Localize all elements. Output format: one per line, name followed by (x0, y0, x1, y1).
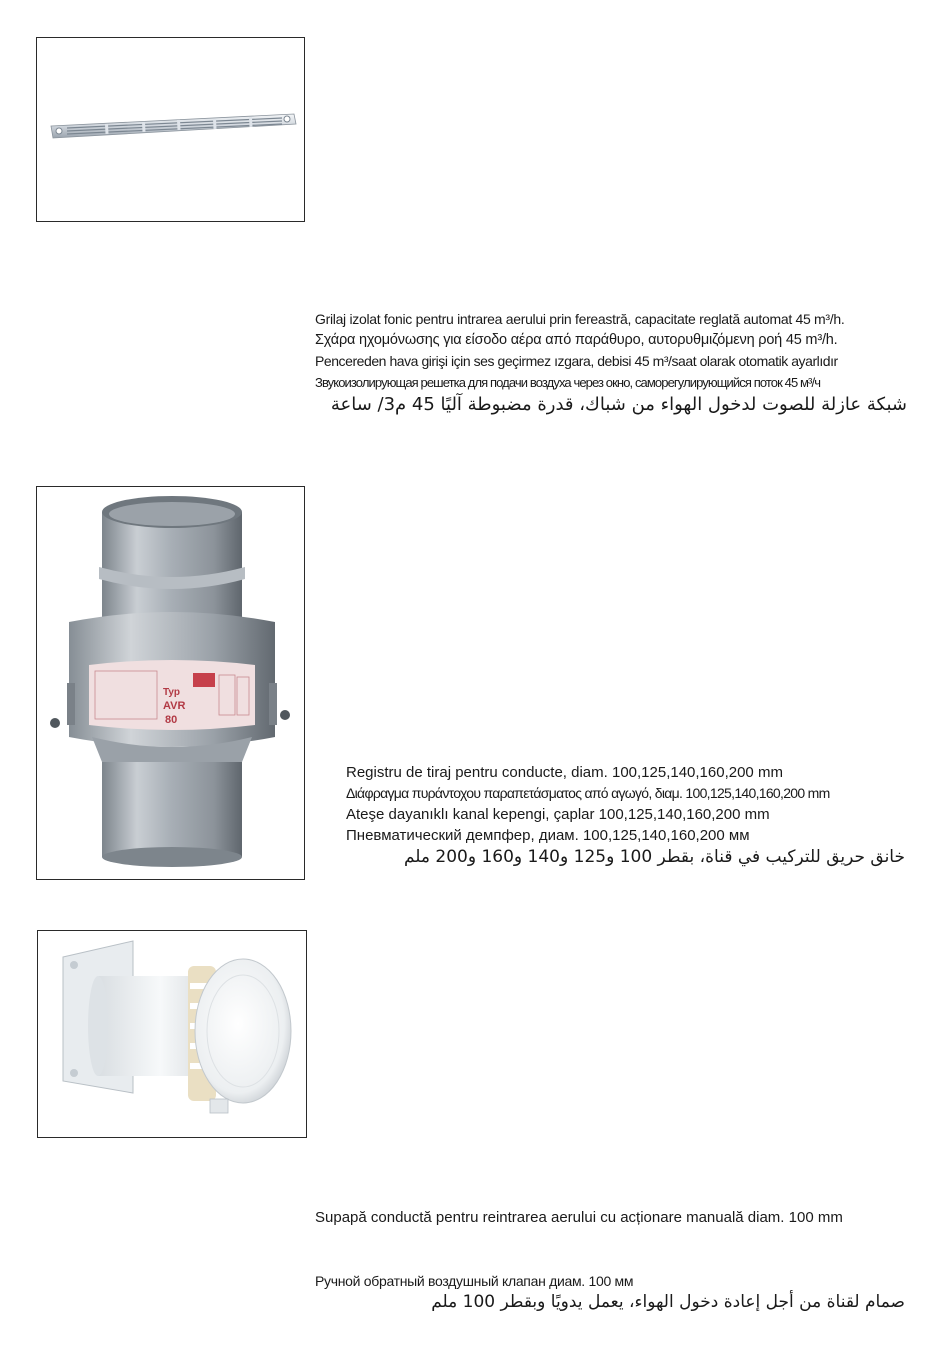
description-line-ro: Supapă conductă pentru reintrarea aerului cu acționare manuală diam. 100 mm (315, 1209, 843, 1226)
label-typ: Typ (163, 687, 181, 698)
valve-illustration (38, 931, 306, 1137)
description-line-ar: شبكة عازلة للصوت لدخول الهواء من شباك، قدرة مضبوطة آليًا 45 م3/ ساعة (330, 394, 907, 415)
description-line-tr: Pencereden hava girişi için ses geçirmez ızgara, debisi 45 m³/saat olarak otomatik ayarlıdır (315, 353, 838, 369)
description-line-ru: Звукоизолирующая решетка для подачи воздуха через окно, саморегулирующийся поток 45 м³/ч (315, 375, 821, 390)
description-line-ro: Grilaj izolat fonic pentru intrarea aerului prin fereastră, capacitate reglată automat 45 m³/h. (315, 311, 845, 327)
label-size: 80 (165, 714, 178, 726)
description-line-ru: Пневматический демпфер, диам. 100,125,140,160,200 мм (346, 827, 750, 844)
description-line-ro: Registru de tiraj pentru conducte, diam. 100,125,140,160,200 mm (346, 764, 783, 781)
air-recirculation-valve-image (37, 930, 307, 1138)
description-line-ar: صمام لقناة من أجل إعادة دخول الهواء، يعمل يدويًا وبقطر 100 ملم (431, 1292, 905, 1312)
description-line-ar: خانق حريق للتركيب في قناة، بقطر 100 و125 و140 و160 و200 ملم (403, 847, 905, 867)
description-line-el: Διάφραγμα πυράντοχου παραπετάσματος από αγωγό, διαμ. 100,125,140,160,200 mm (346, 785, 830, 801)
grille-description (315, 309, 844, 393)
window-air-inlet-grille-image (36, 37, 305, 222)
grille-illustration (37, 38, 304, 221)
damper-illustration (37, 487, 304, 879)
description-line-ru: Ручной обратный воздушный клапан диам. 100 мм (315, 1273, 634, 1289)
description-line-tr: Ateşe dayanıklı kanal kepengi, çaplar 100,125,140,160,200 mm (346, 806, 770, 823)
damper-description (346, 762, 830, 846)
description-line-el: Σχάρα ηχομόνωσης για είσοδο αέρα από παράθυρο, αυτορυθμιζόμενη ροή 45 m³/h. (315, 332, 838, 348)
duct-fire-damper-image (36, 486, 305, 880)
label-model: AVR (163, 700, 186, 712)
